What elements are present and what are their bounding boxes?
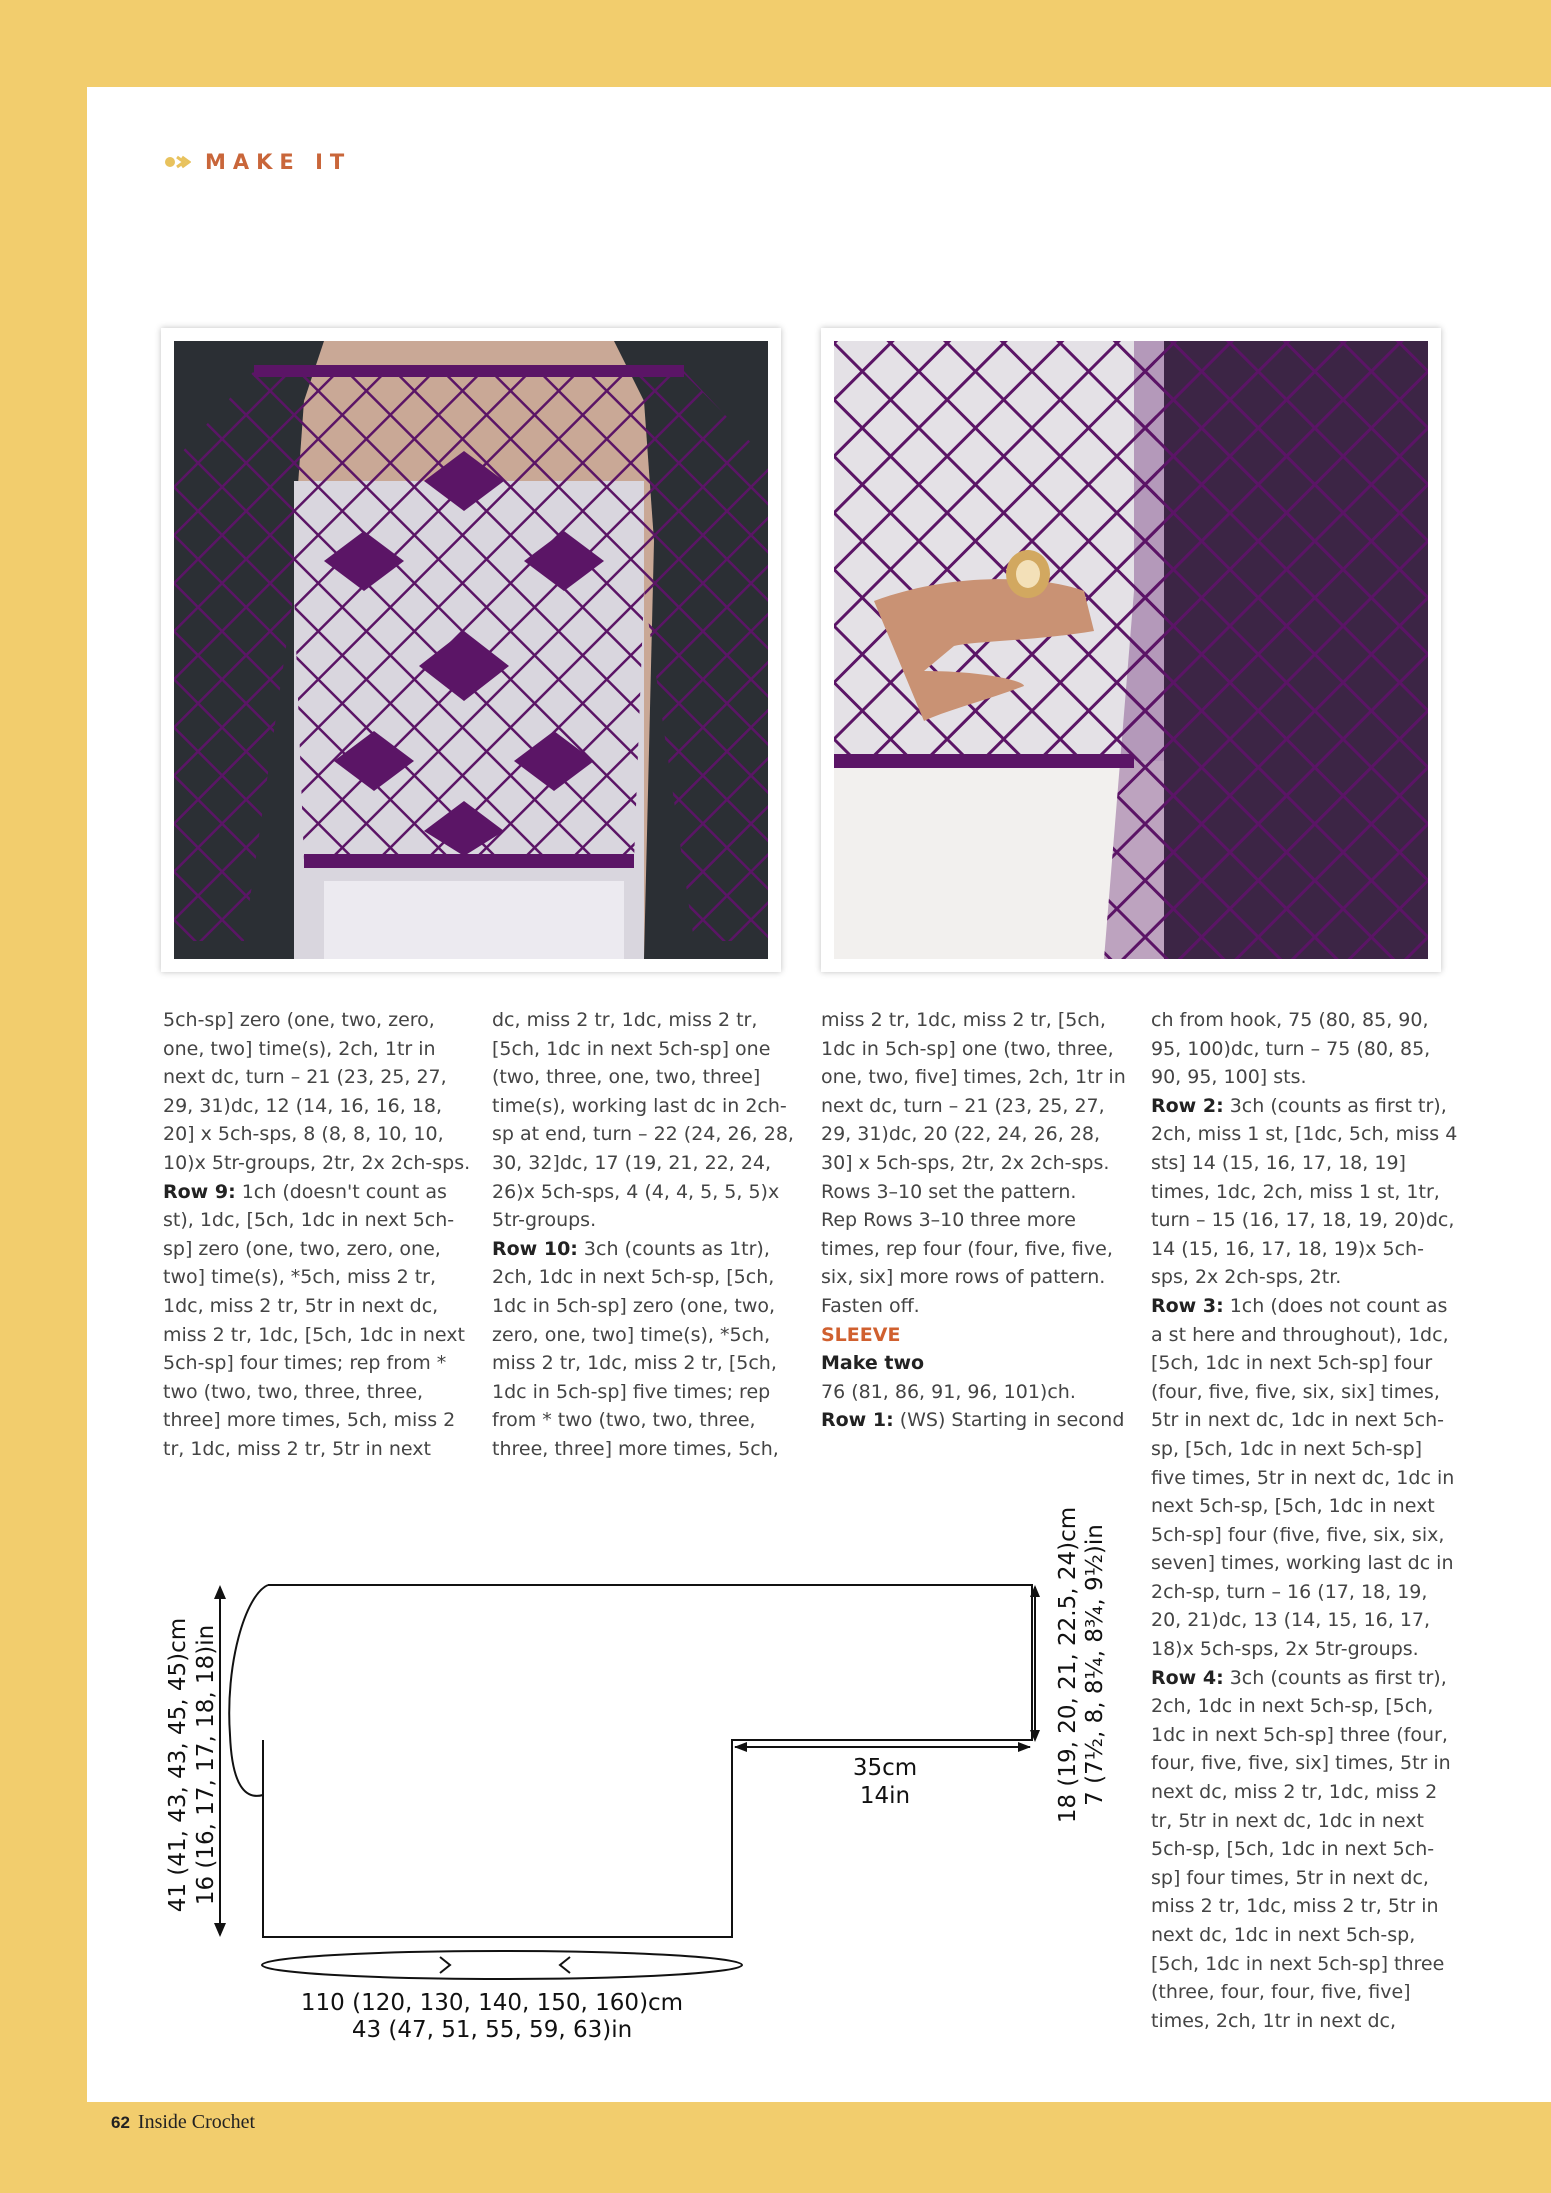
width-cm-label: 110 (120, 130, 140, 150, 160)cm	[300, 1990, 684, 2016]
height-cm-label: 41 (41, 43, 43, 45, 45)cm	[165, 1617, 191, 1913]
paragraph: Row 9: 1ch (doesn't count as st), 1dc, [5ch, 1dc in next 5ch-sp] zero (one, two, zero, one, two] time(s), *5ch, miss 2 tr, 1dc, miss 2 tr, 5tr in next dc, miss 2 tr, 1dc, [5ch, 1dc in next 5ch-sp] four times; rep from * two (two, two, three, three, three] more times, 5ch, miss 2 tr, 1dc, miss 2 tr, 5tr in next	[163, 1180, 465, 1460]
paragraph: Row 1: (WS) Starting in second	[821, 1409, 1125, 1432]
sleeve-in-label: 14in	[859, 1783, 911, 1809]
width-in-label: 43 (47, 51, 55, 59, 63)in	[351, 2017, 633, 2043]
arrow-icon	[165, 155, 191, 169]
magazine-title: Inside Crochet	[137, 2111, 256, 2133]
height-in-label: 16 (16, 17, 17, 18, 18)in	[193, 1624, 219, 1906]
paragraph: Fasten off.	[821, 1294, 920, 1317]
photo-sleeve-image	[834, 341, 1428, 959]
photo-front	[161, 328, 781, 972]
page-number: 62	[111, 2113, 130, 2132]
paragraph: Row 3: 1ch (does not count as a st here and throughout), 1dc, [5ch, 1dc in next 5ch-sp] four (four, five, five, six, six] times, 5tr in next dc, 1dc in next 5ch-sp, [5ch, 1dc in next 5ch-sp] five times, 5tr in next dc, 1dc in next 5ch-sp, [5ch, 1dc in next 5ch-sp] four (five, five, six, six, seven] times, working last dc in 2ch-sp, turn – 16 (17, 18, 19, 20, 21)dc, 13 (14, 15, 16, 17, 18)x 5ch-sps, 2x 5tr-groups.	[1151, 1294, 1455, 1661]
text-column-2	[492, 1006, 802, 1464]
paragraph: miss 2 tr, 1dc, miss 2 tr, [5ch, 1dc in 5ch-sp] one (two, three, one, two, five] times, 2ch, 1tr in next dc, turn – 21 (23, 25, 27, 29, 31)dc, 20 (22, 24, 26, 28, 30] x 5ch-sps, 2tr, 2x 2ch-sps.	[821, 1009, 1126, 1174]
photo-sleeve	[821, 328, 1441, 972]
paragraph: 5ch-sp] zero (one, two, zero, one, two] time(s), 2ch, 1tr in next dc, turn – 21 (23, 25, 27, 29, 31)dc, 12 (14, 16, 16, 18, 20] x 5ch-sps, 8 (8, 8, 10, 10, 10)x 5tr-groups, 2tr, 2x 2ch-sps.	[163, 1009, 471, 1174]
page-footer	[111, 2111, 255, 2134]
photo-front-image	[174, 341, 768, 959]
section-title: MAKE IT	[205, 150, 352, 174]
paragraph: Make two	[821, 1352, 925, 1375]
paragraph: Row 10: 3ch (counts as 1tr), 2ch, 1dc in next 5ch-sp, [5ch, 1dc in 5ch-sp] zero (one, two, zero, one, two] time(s), *5ch, miss 2 tr, 1dc, miss 2 tr, [5ch, 1dc in 5ch-sp] five times; rep from * two (two, two, three, three, three] more times, 5ch,	[492, 1237, 779, 1460]
paragraph: Rows 3–10 set the pattern.	[821, 1180, 1077, 1203]
paragraph: Row 2: 3ch (counts as first tr), 2ch, miss 1 st, [1dc, 5ch, miss 4 sts] 14 (15, 16, 17, 18, 19] times, 1dc, 2ch, miss 1 st, 1tr, turn – 15 (16, 17, 18, 19, 20)dc, 14 (15, 16, 17, 18, 19)x 5ch-sps, 2x 2ch-sps, 2tr.	[1151, 1094, 1458, 1289]
cuff-cm-label: 18 (19, 20, 21, 22.5, 24)cm	[1055, 1506, 1081, 1824]
paragraph: Row 4: 3ch (counts as first tr), 2ch, 1dc in next 5ch-sp, [5ch, 1dc in next 5ch-sp] three (four, four, five, five, six] times, 5tr in next dc, miss 2 tr, 1dc, miss 2 tr, 5tr in next dc, 1dc in next 5ch-sp, [5ch, 1dc in next 5ch-sp] four times, 5tr in next dc, miss 2 tr, 1dc, miss 2 tr, 5tr in next dc, 1dc in next 5ch-sp, [5ch, 1dc in next 5ch-sp] three (three, four, four, five, five] times, 2ch, 1tr in next dc,	[1151, 1666, 1451, 2032]
hem-ellipse	[262, 1951, 742, 1979]
cuff-in-label: 7 (7½, 8, 8¼, 8¾, 9½)in	[1082, 1524, 1108, 1806]
sleeve-cm-label: 35cm	[852, 1755, 918, 1781]
paragraph: dc, miss 2 tr, 1dc, miss 2 tr, [5ch, 1dc in next 5ch-sp] one (two, three, one, two, three] time(s), working last dc in 2ch-sp at end, turn – 22 (24, 26, 28, 30, 32]dc, 17 (19, 21, 22, 24, 26)x 5ch-sps, 4 (4, 4, 5, 5, 5)x 5tr-groups.	[492, 1009, 794, 1232]
paragraph: ch from hook, 75 (80, 85, 90, 95, 100)dc, turn – 75 (80, 85, 90, 95, 100] sts.	[1151, 1009, 1431, 1089]
schematic-diagram	[150, 1495, 1110, 2055]
text-column-4	[1151, 1006, 1461, 2035]
sleeve-heading: SLEEVE	[821, 1323, 901, 1346]
text-column-1	[163, 1006, 473, 1464]
section-label	[165, 150, 351, 174]
paragraph: Rep Rows 3–10 three more times, rep four (four, five, five, six, six] more rows of pattern.	[821, 1209, 1113, 1289]
paragraph: 76 (81, 86, 91, 96, 101)ch.	[821, 1380, 1076, 1403]
text-column-3	[821, 1006, 1131, 1435]
